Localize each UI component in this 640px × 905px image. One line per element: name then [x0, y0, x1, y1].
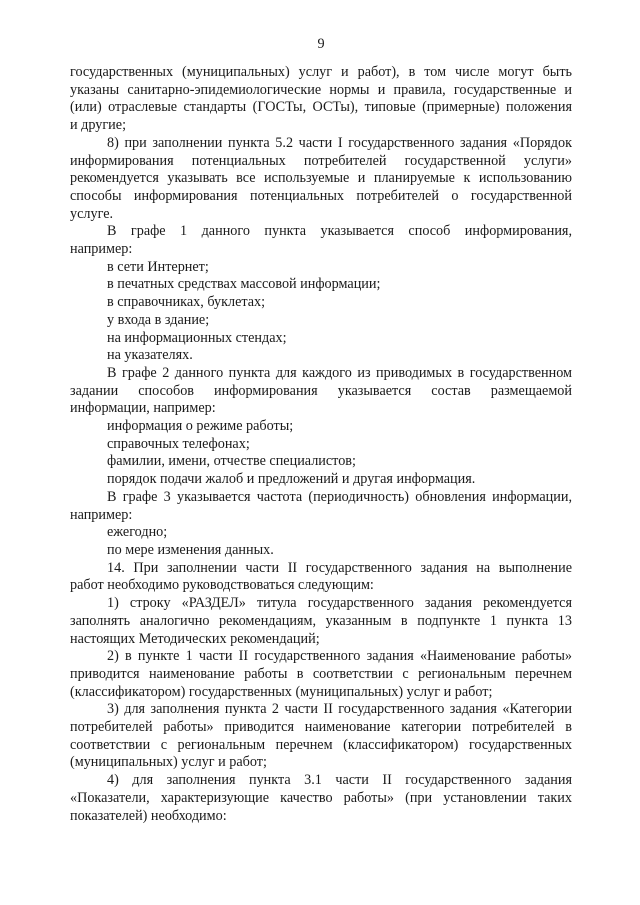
paragraph-line: 4) для заполнения пункта 3.1 части II государственного задания — [107, 772, 572, 789]
paragraph-line: приводится наименование работы в соответствии с региональным перечнем — [70, 665, 572, 682]
paragraph-line: рекомендуется указывать все используемые и планируемые к использованию — [70, 170, 572, 187]
paragraph-line: 1) строку «РАЗДЕЛ» титула государственного задания рекомендуется — [107, 595, 572, 612]
paragraph-line: (классификатором) государственных (муниципальных) услуг и работ; — [70, 683, 493, 700]
paragraph-line: 3) для заполнения пункта 2 части II государственного задания «Категории — [107, 701, 572, 718]
paragraph-line: 14. При заполнении части II государственного задания на выполнение — [107, 559, 572, 576]
paragraph-line: и другие; — [70, 117, 127, 134]
paragraph-line: соответствии с региональным перечнем (классификатором) государственных — [70, 736, 572, 753]
document-body — [70, 64, 572, 825]
paragraph-line: В графе 3 указывается частота (периодичность) обновления информации, — [107, 488, 572, 505]
paragraph-line: В графе 2 данного пункта для каждого из приводимых в государственном — [107, 364, 572, 381]
list-item: информация о режиме работы; — [107, 418, 294, 435]
list-item: фамилии, имени, отчестве специалистов; — [107, 453, 356, 470]
list-item: в справочниках, буклетах; — [107, 294, 266, 311]
paragraph-line: способы информирования потенциальных потребителей о государственной — [70, 187, 572, 204]
paragraph-line: задании способов информирования указывается состав размещаемой — [70, 382, 572, 399]
paragraph-line: заполнять аналогично рекомендациям, указанным в подпункте 1 пункта 13 — [70, 612, 572, 629]
paragraph-line: настоящих Методических рекомендаций; — [70, 630, 320, 647]
list-item: в печатных средствах массовой информации; — [107, 276, 381, 293]
paragraph-line: государственных (муниципальных) услуг и работ), в том числе могут быть — [70, 64, 572, 80]
list-item: порядок подачи жалоб и предложений и другая информация. — [107, 471, 476, 488]
paragraph-line: (муниципальных) услуг и работ; — [70, 754, 267, 771]
paragraph-line: работ необходимо руководствоваться следующим: — [70, 577, 374, 594]
paragraph-line: «Показатели, характеризующие качество работы» (при установлении таких — [70, 789, 572, 806]
page-number: 9 — [317, 36, 325, 52]
list-item: ежегодно; — [107, 524, 168, 541]
list-item: справочных телефонах; — [107, 435, 250, 452]
paragraph-line: 2) в пункте 1 части II государственного задания «Наименование работы» — [107, 648, 572, 665]
paragraph-line: услуге. — [70, 205, 114, 222]
list-item: по мере изменения данных. — [107, 541, 274, 558]
list-item: на информационных стендах; — [107, 329, 287, 346]
list-item: у входа в здание; — [107, 311, 210, 328]
paragraph-line: В графе 1 данного пункта указывается способ информирования, — [107, 223, 572, 240]
paragraph-line: указаны санитарно-эпидемиологические нормы и правила, государственные и — [70, 81, 572, 98]
paragraph-line: например: — [70, 506, 133, 523]
paragraph-line: показателей) необходимо: — [70, 807, 227, 824]
paragraph-line: например: — [70, 241, 133, 258]
paragraph-line: 8) при заполнении пункта 5.2 части I государственного задания «Порядок — [107, 134, 572, 151]
list-item: на указателях. — [107, 347, 193, 364]
paragraph-line: информирования потенциальных потребителей государственной услуги» — [70, 152, 572, 169]
paragraph-line: потребителей работы» приводится наименование категории потребителей в — [70, 719, 572, 736]
paragraph-line: информации, например: — [70, 400, 216, 417]
list-item: в сети Интернет; — [107, 258, 209, 275]
paragraph-line: (или) отраслевые стандарты (ГОСТы, ОСТы), типовые (примерные) положения — [70, 99, 572, 116]
